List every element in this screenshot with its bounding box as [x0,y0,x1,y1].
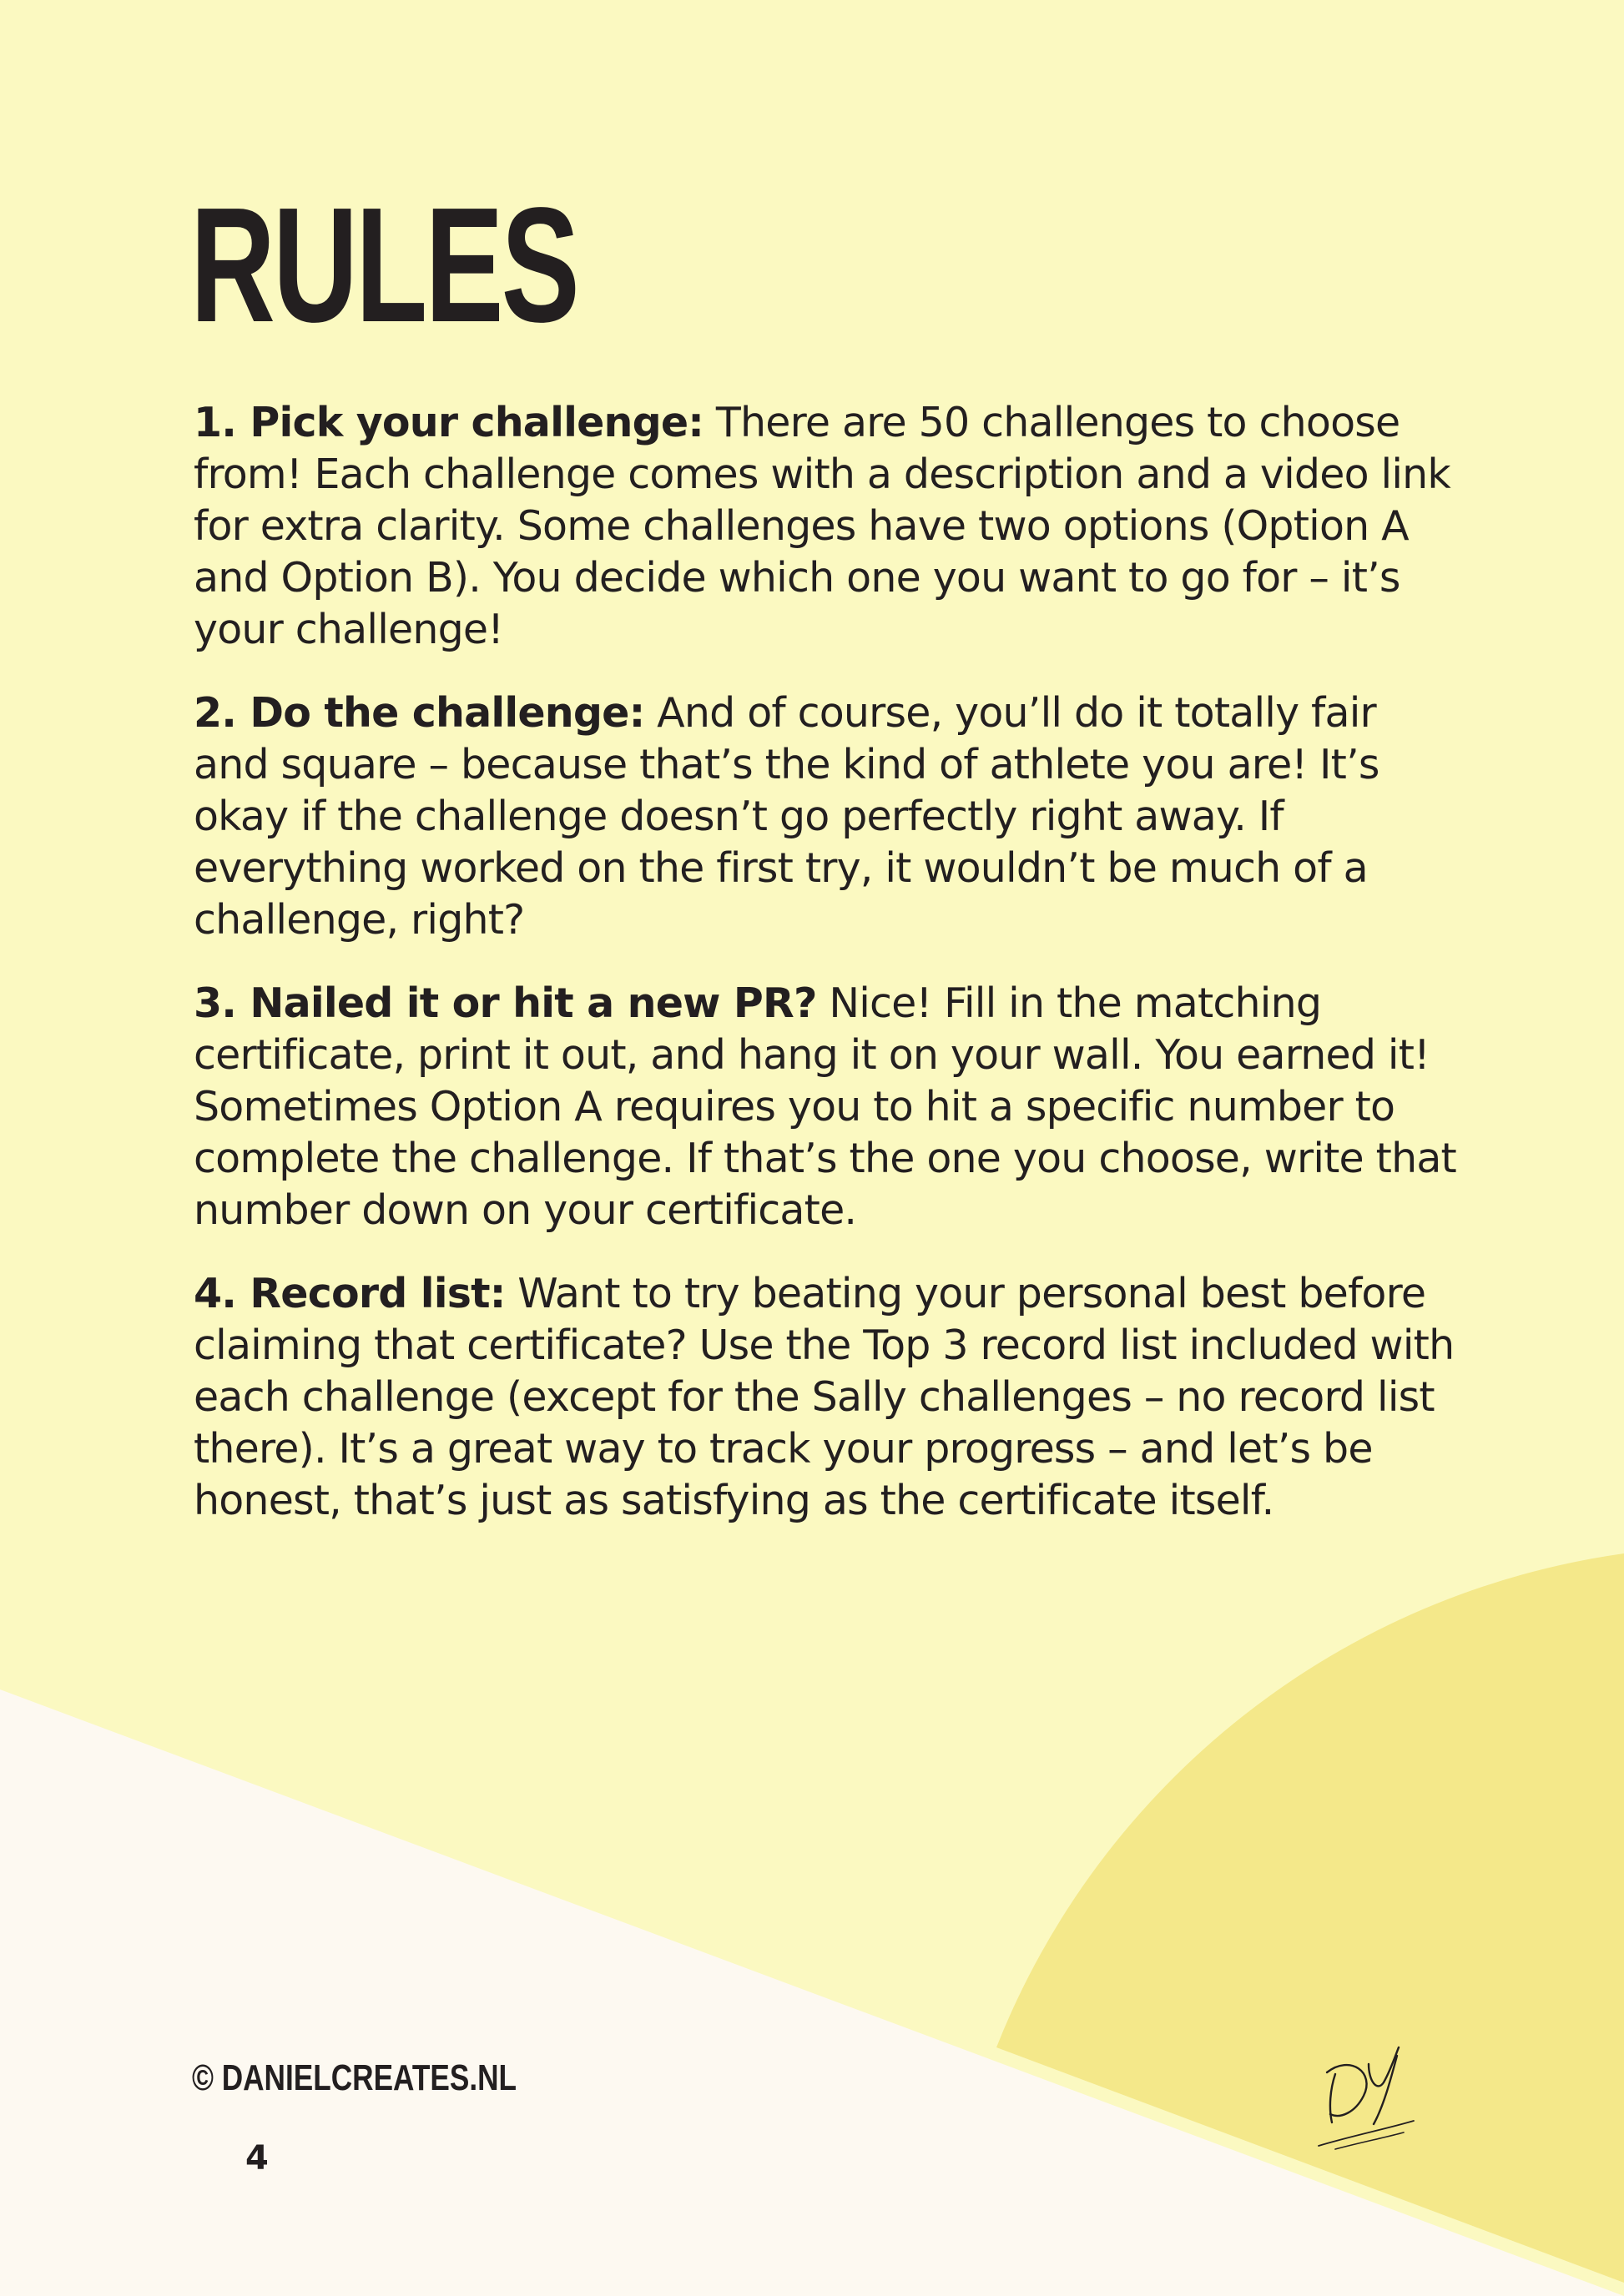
rule-item-4 [194,1268,1462,1527]
page-number: 4 [245,2139,269,2178]
copyright-text: © DANIELCREATES.NL [192,2057,517,2098]
rule-heading-2: 2. Do the challenge: [194,689,645,737]
rules-list [194,397,1462,1558]
rule-text-3: Nice! Fill in the matching certificate, print it out, and hang it on your wall. You earned it! Sometimes Option A requires you to hit a specific number to complete the challenge. If that’s the one you choose, write that number down on your certificate. [194,979,1456,1234]
page-title: RULES [190,174,577,356]
rule-text-1: There are 50 challenges to choose from! Each challenge comes with a description and a video link for extra clarity. Some challenges have two options (Option A and Option B). You decide which one you want to go for – it’s your challenge! [194,399,1450,653]
rule-heading-1: 1. Pick your challenge: [194,399,704,446]
rule-heading-4: 4. Record list: [194,1270,506,1317]
signature-icon [1310,2031,1427,2156]
rule-heading-3: 3. Nailed it or hit a new PR? [194,979,817,1027]
rule-text-2: And of course, you’ll do it totally fair and square – because that’s the kind of athlete you are! It’s okay if the challenge doesn’t go perfectly right away. If everything worked on the first try, it wouldn’t be much of a challenge, right? [194,689,1379,944]
rule-text-4: Want to try beating your personal best before claiming that certificate? Use the Top 3 record list included with each challenge (except for the Sally challenges – no record list there). It’s a great way to track your progress – and let’s be honest, that’s just as satisfying as the certificate itself. [194,1270,1455,1524]
rule-item-1 [194,397,1462,656]
rule-item-3 [194,978,1462,1236]
rule-item-2 [194,687,1462,946]
